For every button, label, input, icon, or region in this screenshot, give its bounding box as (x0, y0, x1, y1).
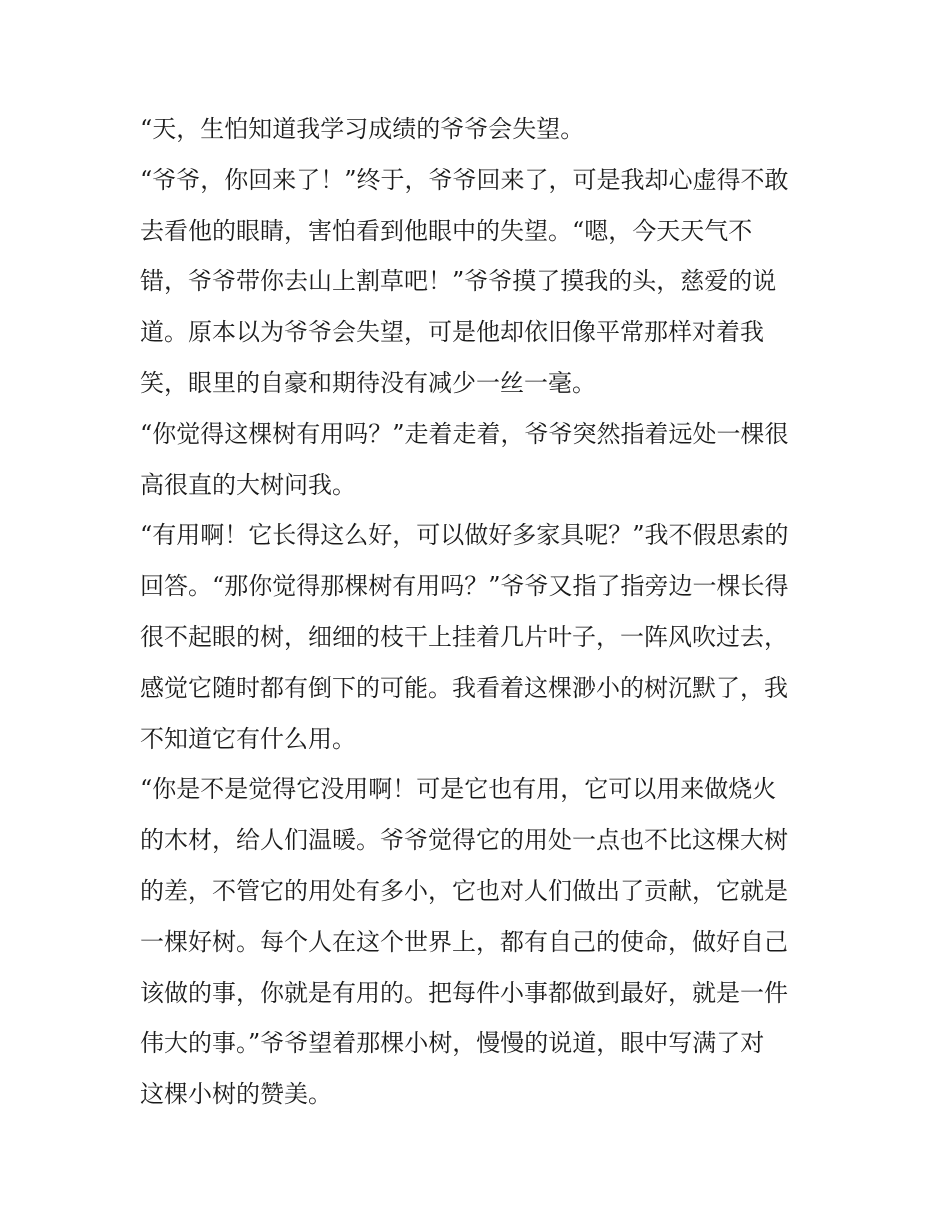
text-line: 很不起眼的树，细细的枝干上挂着几片叶子，一阵风吹过去， (140, 622, 788, 651)
text-line: “天，生怕知道我学习成绩的爷爷会失望。 (140, 115, 585, 143)
text-line: “爷爷，你回来了！”终于，爷爷回来了，可是我却心虚得不敢 (140, 165, 789, 194)
text-line: 不知道它有什么用。 (140, 724, 356, 753)
text-line: 感觉它随时都有倒下的可能。我看着这棵渺小的树沉默了，我 (140, 673, 788, 702)
text-line: 笑，眼里的自豪和期待没有减少一丝一毫。 (140, 368, 596, 397)
text-line: 去看他的眼睛，害怕看到他眼中的失望。“嗯，今天天气不 (140, 216, 753, 245)
text-line: 的木材，给人们温暖。爷爷觉得它的用处一点也不比这棵大树 (140, 826, 788, 855)
text-line: 该做的事，你就是有用的。把每件小事都做到最好，就是一件 (140, 978, 788, 1007)
text-line: 的差，不管它的用处有多小，它也对人们做出了贡献，它就是 (140, 876, 788, 905)
text-line: 伟大的事。”爷爷望着那棵小树，慢慢的说道，眼中写满了对 (140, 1029, 765, 1058)
text-line: “你觉得这棵树有用吗？”走着走着，爷爷突然指着远处一棵很 (140, 419, 789, 448)
text-line: 错，爷爷带你去山上割草吧！”爷爷摸了摸我的头，慈爱的说 (140, 267, 777, 296)
text-line: 高很直的大树问我。 (140, 470, 356, 499)
text-line: 道。原本以为爷爷会失望，可是他却依旧像平常那样对着我 (140, 318, 764, 347)
text-line: “有用啊！它长得这么好，可以做好多家具呢？”我不假思索的 (140, 521, 789, 550)
text-line: 一棵好树。每个人在这个世界上，都有自己的使命，做好自己 (140, 927, 788, 956)
text-line: 回答。“那你觉得那棵树有用吗？”爷爷又指了指旁边一棵长得 (140, 572, 789, 601)
text-line: “你是不是觉得它没用啊！可是它也有用，它可以用来做烧火 (140, 775, 777, 804)
story-text (140, 104, 820, 1120)
text-line: 这棵小树的赞美。 (140, 1080, 332, 1109)
